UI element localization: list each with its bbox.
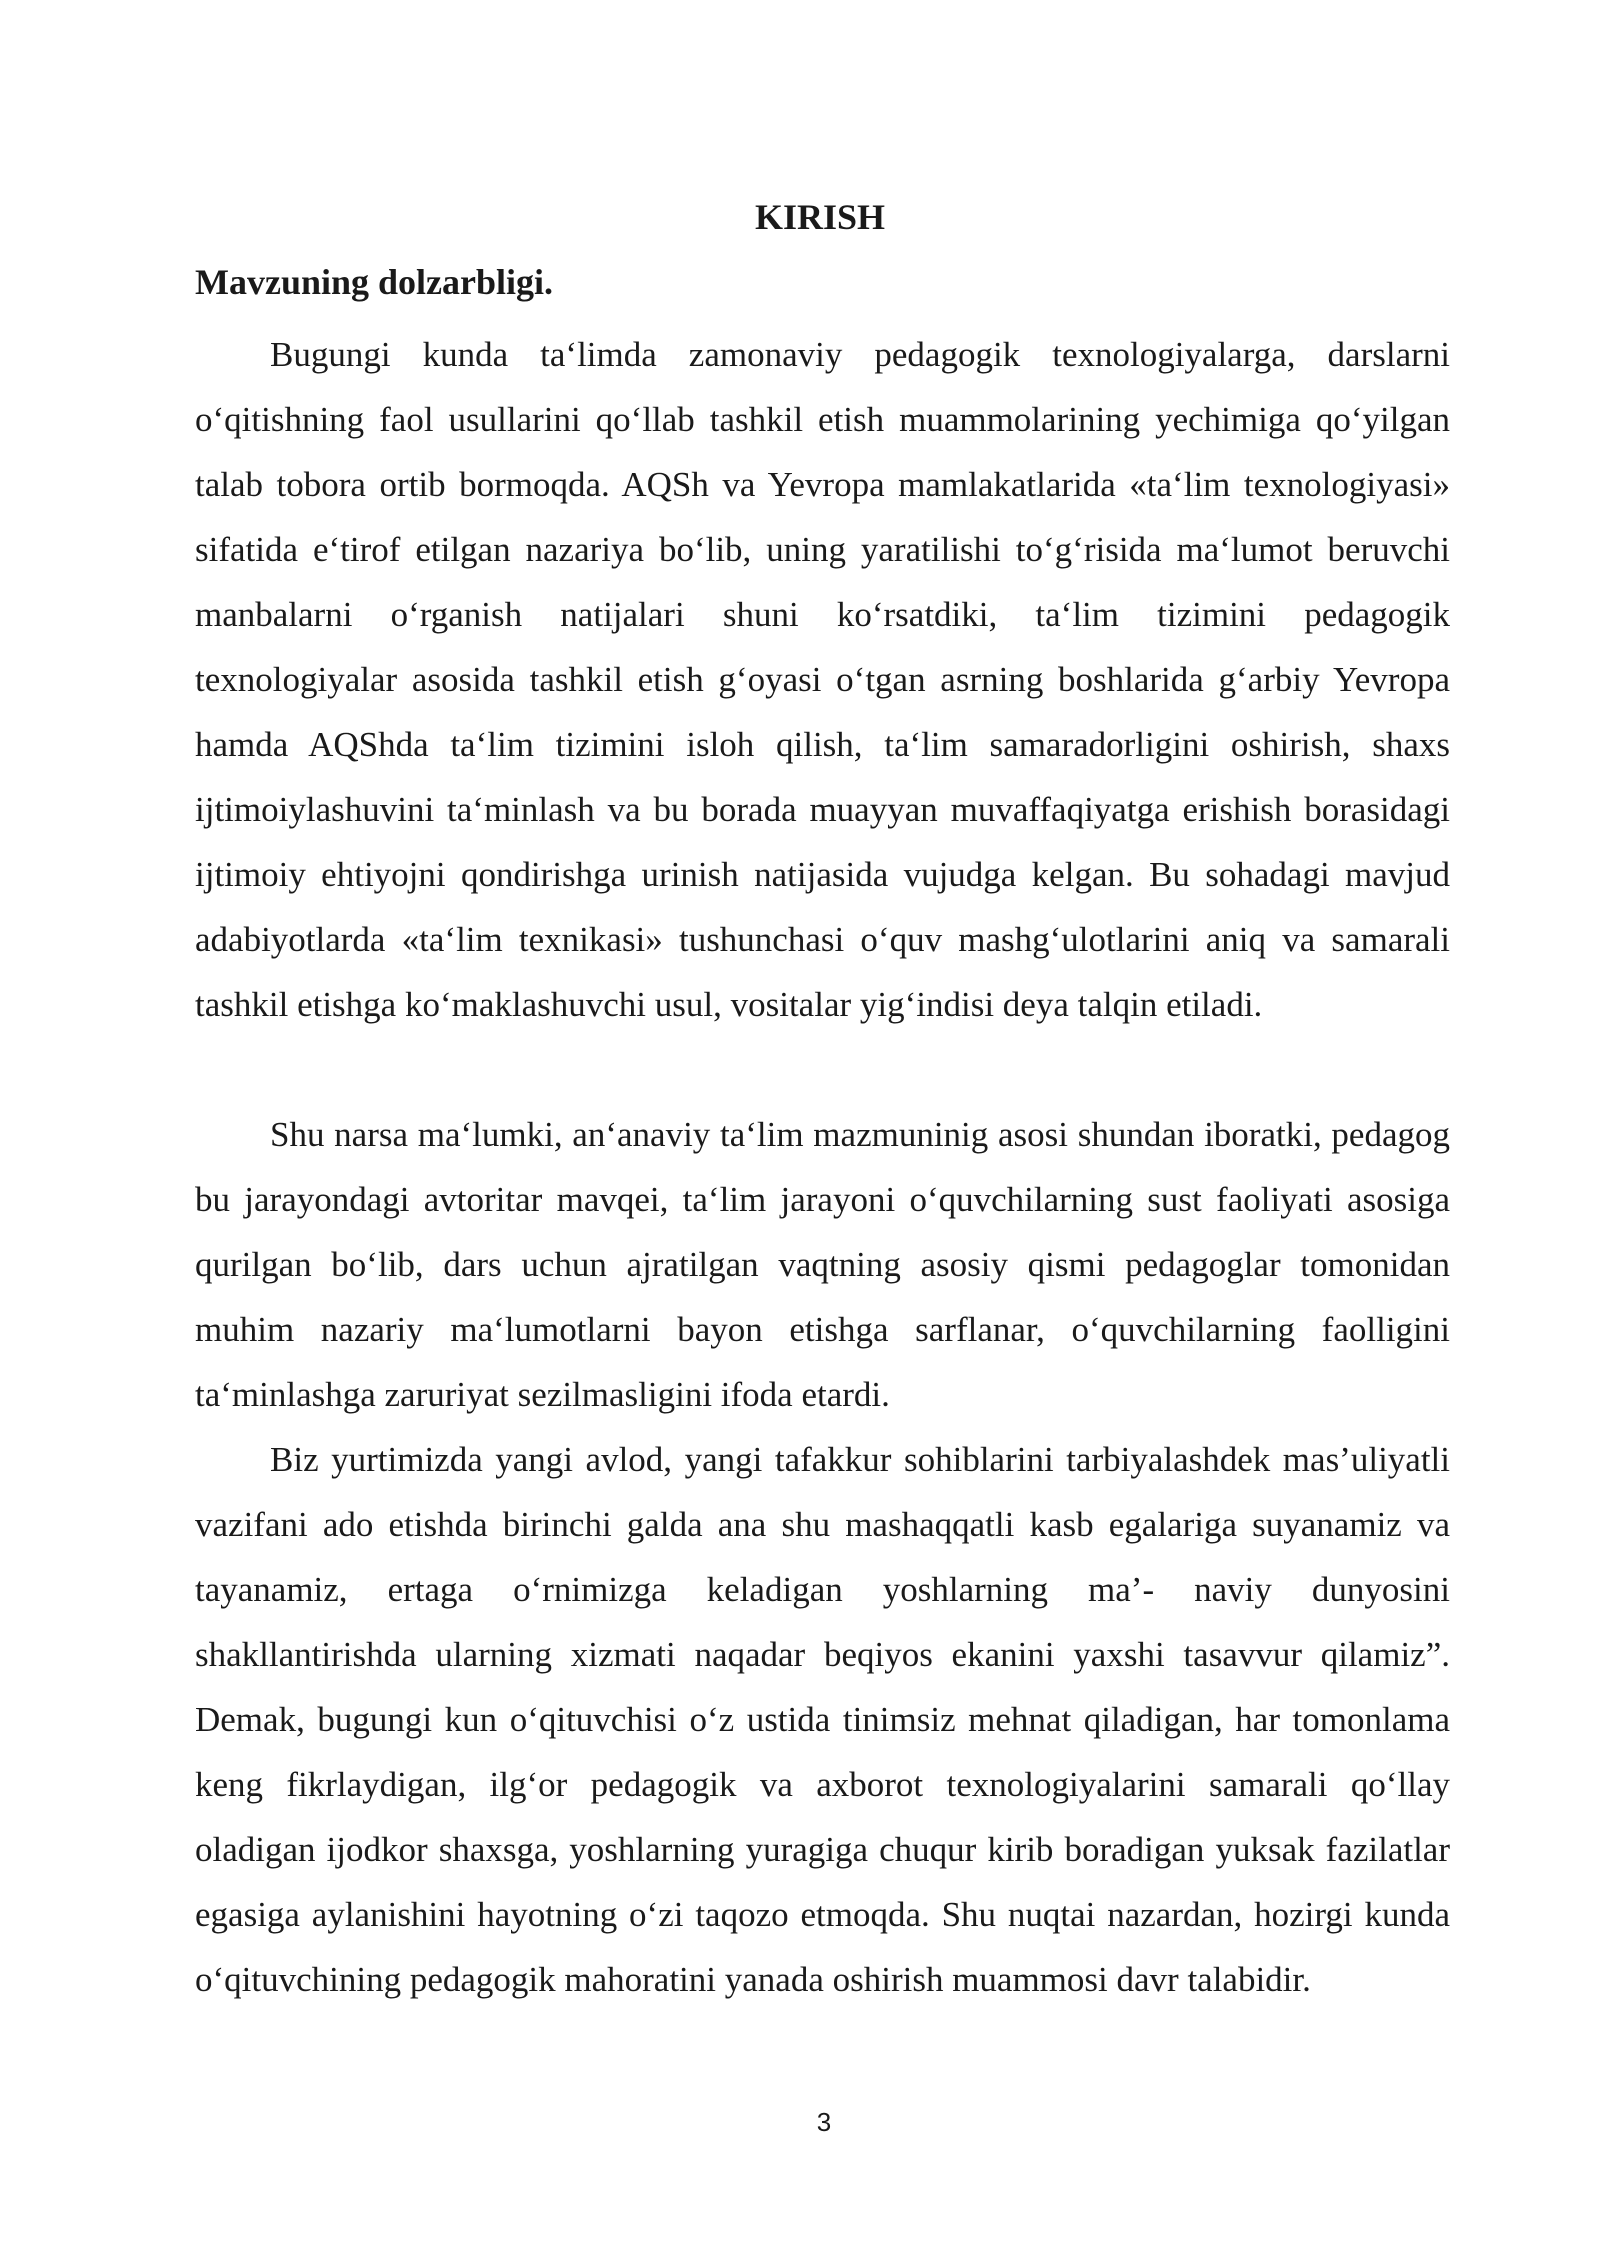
page-number: 3 — [816, 2107, 832, 2137]
body-paragraph-1: Bugungi kunda ta‘limda zamonaviy pedagogik texnologiyalarga, darslarni o‘qitishning faol usullarini qo‘llab tashkil etish muammolarining yechimiga qo‘yilgan talab tobora ortib bormoqda. AQSh va Yevropa mamlakatlarida «ta‘lim texnologiyasi» sifatida e‘tirof etilgan nazariya bo‘lib, uning yaratilishi to‘g‘risida ma‘lumot beruvchi manbalarni o‘rganish natijalari shuni ko‘rsatdiki, ta‘lim tizimini pedagogik texnologiyalar asosida tashkil etish g‘oyasi o‘tgan asrning boshlarida g‘arbiy Yevropa hamda AQShda ta‘lim tizimini isloh qilish, ta‘lim samaradorligini oshirish, shaxs ijtimoiylashuvini ta‘minlash va bu borada muayyan muvaffaqiyatga erishish borasidagi ijtimoiy ehtiyojni qondirishga urinish natijasida vujudga kelgan. Bu sohadagi mavjud adabiyotlarda «ta‘lim texnikasi» tushunchasi o‘quv mashg‘ulotlarini aniq va samarali tashkil etishga ko‘maklashuvchi usul, vositalar yig‘indisi deya talqin etiladi. — [195, 335, 1450, 1024]
body-paragraph-3: Biz yurtimizda yangi avlod, yangi tafakkur sohiblarini tarbiyalashdek mas’uliyatli vazifani ado etishda birinchi galda ana shu mashaqqatli kasb egalariga suyanamiz va tayanamiz, ertaga o‘rnimizga keladigan yoshlarning ma’- naviy dunyosini shakllantirishda ularning xizmati naqadar beqiyos ekanini yaxshi tasavvur qilamiz”. Demak, bugungi kun o‘qituvchisi o‘z ustida tinimsiz mehnat qiladigan, har tomonlama keng fikrlaydigan, ilg‘or pedagogik va axborot texnologiyalarini samarali qo‘llay oladigan ijodkor shaxsga, yoshlarning yuragiga chuqur kirib boradigan yuksak fazilatlar egasiga aylanishini hayotning o‘zi taqozo etmoqda. Shu nuqtai nazardan, hozirgi kunda o‘qituvchining pedagogik mahoratini yanada oshirish muammosi davr talabidir. — [195, 1440, 1450, 1999]
section-heading: Mavzuning dolzarbligi. — [195, 262, 554, 302]
body-paragraph-2: Shu narsa ma‘lumki, an‘anaviy ta‘lim mazmuninig asosi shundan iboratki, pedagog bu jarayondagi avtoritar mavqei, ta‘lim jarayoni o‘quvchilarning sust faoliyati asosiga qurilgan bo‘lib, dars uchun ajratilgan vaqtning asosiy qismi pedagoglar tomonidan muhim nazariy ma‘lumotlarni bayon etishga sarflanar, o‘quvchilarning faolligini ta‘minlashga zaruriyat sezilmasligini ifoda etardi. — [195, 1115, 1450, 1414]
page-title: KIRISH — [754, 197, 886, 237]
